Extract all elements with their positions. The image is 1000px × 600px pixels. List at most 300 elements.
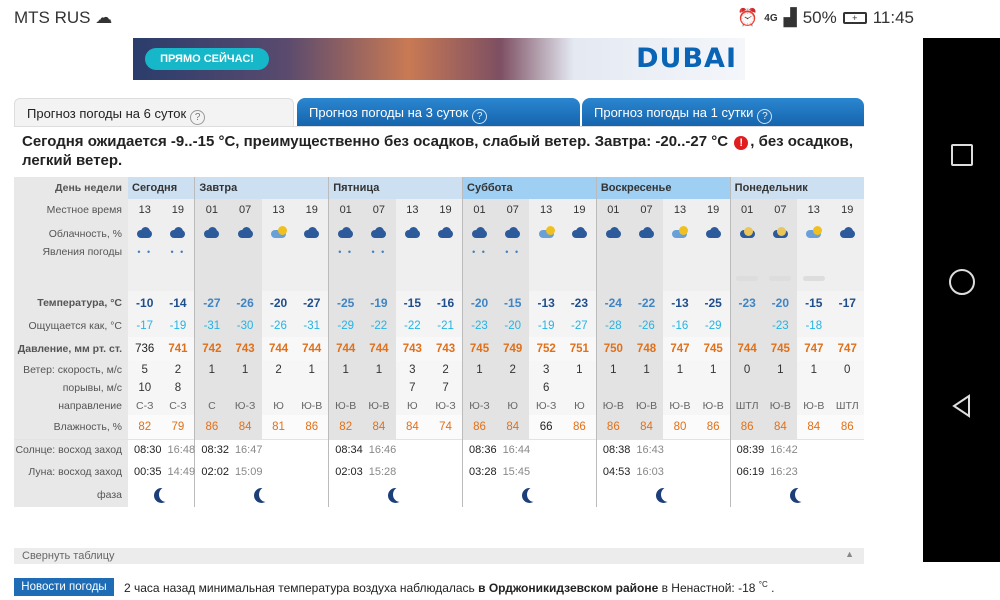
moon-cell: 04:53 16:03 [596,461,730,483]
wind-gust-cell: 8 [161,379,194,397]
wind-speed-cell: 1 [195,361,228,379]
wind-gust-cell [764,379,797,397]
humidity-cell: 86 [697,415,730,439]
pressure-cell: 751 [563,337,596,361]
sun-cell: 08:39 16:42 [730,439,864,461]
sun-cell: 08:30 16:48 [128,439,195,461]
phenomena-cell [529,246,562,291]
feels-like-cell: -19 [161,315,194,337]
cloudiness-cell [463,221,496,246]
temperature-cell: -24 [596,291,629,315]
time-cell: 07 [630,199,663,221]
snow-icon: • • [472,247,487,257]
wind-gust-cell [329,379,362,397]
label-moon: Луна: восход заход [14,461,128,483]
feels-like-cell: -26 [630,315,663,337]
sun-cell: 08:38 16:43 [596,439,730,461]
time-cell: 07 [764,199,797,221]
cloudiness-cell [362,221,395,246]
wind-direction-cell: Ю-В [697,397,730,415]
cloud-icon [369,226,388,239]
pressure-cell: 745 [697,337,730,361]
snow-icon: • • [137,247,153,257]
wind-direction-cell: ШТЛ [730,397,763,415]
wind-speed-cell: 3 [396,361,429,379]
label-phase: фаза [14,483,128,507]
haze-icon [736,276,758,281]
pressure-cell: 745 [463,337,496,361]
moon-phase-cell [730,483,864,507]
wind-direction-cell: Ю-В [329,397,362,415]
forecast-summary: Сегодня ожидается -9..-15 °C, преимущественно без осадков, слабый ветер. Завтра: -20..-27 °C ! , без осадков, легкий ветер. [14,126,864,174]
temperature-cell: -27 [195,291,228,315]
cloud-icon [704,226,723,239]
wind-speed-cell: 1 [463,361,496,379]
cloudiness-cell [596,221,629,246]
label-feel: Ощущается как, °C [14,315,128,337]
feels-like-cell: -29 [697,315,730,337]
wind-direction-cell: Ю-В [663,397,696,415]
pressure-cell: 744 [329,337,362,361]
status-bar [0,0,1000,38]
time-cell: 13 [262,199,295,221]
pressure-cell: 744 [295,337,328,361]
wind-direction-cell: Ю-В [295,397,328,415]
wind-speed-cell: 0 [831,361,864,379]
cloudiness-cell [429,221,462,246]
phenomena-cell [563,246,596,291]
wind-gust-cell [697,379,730,397]
temperature-cell: -25 [697,291,730,315]
cloud-icon [804,226,823,239]
time-cell: 13 [663,199,696,221]
phenomena-cell [831,246,864,291]
wind-gust-cell [362,379,395,397]
pressure-cell: 747 [663,337,696,361]
phenomena-cell [463,246,496,291]
temperature-cell: -13 [529,291,562,315]
wind-direction-cell: Ю [563,397,596,415]
wind-direction-cell: Ю-В [797,397,830,415]
home-icon[interactable] [949,269,975,295]
wind-direction-cell: С-З [161,397,194,415]
wind-speed-cell: 1 [797,361,830,379]
forecast-tabs [14,98,864,126]
label-cloud: Облачность, % [14,221,128,246]
feels-like-cell: -16 [663,315,696,337]
wind-gust-cell [831,379,864,397]
humidity-cell: 84 [496,415,529,439]
feels-like-cell: -17 [128,315,161,337]
phenomena-cell [228,246,261,291]
alarm-icon: ⏰ [737,8,759,27]
humidity-cell: 82 [128,415,161,439]
wind-gust-cell [295,379,328,397]
phenomena-cell [764,246,797,291]
humidity-cell: 84 [797,415,830,439]
wind-gust-cell [195,379,228,397]
cloudiness-cell [764,221,797,246]
cloud-icon [503,226,522,239]
back-icon[interactable] [949,393,975,419]
pressure-cell: 742 [195,337,228,361]
moon-cell: 02:02 15:09 [195,461,329,483]
phenomena-cell [429,246,462,291]
cloudiness-cell [797,221,830,246]
day-header[interactable]: Воскресенье [596,177,730,199]
pressure-cell: 744 [730,337,763,361]
wind-direction-cell: Ю-З [228,397,261,415]
banner-logo: DUBAI [636,43,737,74]
temperature-cell: -14 [161,291,194,315]
cloud-icon [269,226,288,239]
wind-direction-cell: С-З [128,397,161,415]
time-cell: 07 [362,199,395,221]
moon-phase-cell [463,483,597,507]
cloudiness-cell [496,221,529,246]
wind-speed-cell: 1 [663,361,696,379]
pressure-cell: 744 [262,337,295,361]
phenomena-cell [630,246,663,291]
feels-like-cell: -22 [396,315,429,337]
moon-cell: 06:19 16:23 [730,461,864,483]
temperature-cell: -27 [295,291,328,315]
cloud-icon [236,226,255,239]
tab-3-days[interactable]: Прогноз погоды на 3 суток ? [297,98,580,126]
humidity-cell: 86 [596,415,629,439]
clock: 11:45 [872,8,914,27]
recent-apps-icon[interactable] [951,144,973,166]
wind-speed-cell: 1 [228,361,261,379]
wind-gust-cell [596,379,629,397]
news-tag-button[interactable]: Новости погоды [14,578,114,596]
pressure-cell: 747 [797,337,830,361]
feels-like-cell: -21 [429,315,462,337]
wind-gust-cell [797,379,830,397]
feels-like-cell: -26 [262,315,295,337]
moon-phase-icon [154,488,169,503]
label-day: День недели [14,177,128,199]
label-wind: Ветер: скорость, м/с [14,361,128,379]
wind-speed-cell: 1 [596,361,629,379]
humidity-cell: 86 [563,415,596,439]
cloud-icon [537,226,556,239]
cloudiness-cell [563,221,596,246]
cloudiness-cell [730,221,763,246]
wind-gust-cell: 7 [429,379,462,397]
cloud-icon: ☁ [95,8,113,27]
feels-like-cell: -20 [496,315,529,337]
news-bar [14,578,864,600]
feels-like-cell: -29 [329,315,362,337]
humidity-cell: 86 [295,415,328,439]
cloud-icon [302,226,321,239]
feels-like-cell: -23 [463,315,496,337]
humidity-cell: 84 [764,415,797,439]
humidity-cell: 66 [529,415,562,439]
temperature-cell: -25 [329,291,362,315]
time-cell: 19 [161,199,194,221]
feels-like-cell: -19 [529,315,562,337]
wind-speed-cell: 1 [630,361,663,379]
wind-direction-cell: Ю-В [596,397,629,415]
collapse-table-button[interactable]: Свернуть таблицу ▲ [14,548,864,564]
humidity-cell: 80 [663,415,696,439]
moon-cell: 00:35 14:49 [128,461,195,483]
humidity-cell: 79 [161,415,194,439]
help-icon[interactable]: ? [190,110,205,125]
humidity-cell: 84 [630,415,663,439]
feels-like-cell: -22 [362,315,395,337]
time-cell: 01 [329,199,362,221]
warning-icon[interactable]: ! [734,136,748,150]
phenomena-cell [362,246,395,291]
cloud-icon [771,226,790,239]
wind-direction-cell: Ю [262,397,295,415]
feels-like-cell: -18 [797,315,830,337]
moon-phase-cell [329,483,463,507]
moon-phase-icon [656,488,671,503]
battery-icon: + [843,12,867,24]
day-header[interactable]: Пятница [329,177,463,199]
time-cell: 13 [396,199,429,221]
wind-speed-cell: 1 [329,361,362,379]
label-time: Местное время [14,199,128,221]
pressure-cell: 750 [596,337,629,361]
time-cell: 07 [496,199,529,221]
day-header[interactable]: Завтра [195,177,329,199]
temperature-cell: -13 [663,291,696,315]
pressure-cell: 745 [764,337,797,361]
cloud-icon [570,226,589,239]
snow-icon: • • [505,247,521,257]
tab-6-days[interactable]: Прогноз погоды на 6 суток ? [14,98,294,126]
signal-icon: ▟ [783,8,797,27]
wind-direction-cell: Ю-В [764,397,797,415]
wind-direction-cell: С [195,397,228,415]
battery-percent: 50% [802,8,837,27]
wind-speed-cell: 2 [161,361,194,379]
temperature-cell: -10 [128,291,161,315]
feels-like-cell: -27 [563,315,596,337]
temperature-cell: -15 [496,291,529,315]
moon-phase-cell [596,483,730,507]
feels-like-cell [831,315,864,337]
cloudiness-cell [697,221,730,246]
haze-icon [803,276,825,281]
wind-gust-cell: 7 [396,379,429,397]
phenomena-cell [496,246,529,291]
temperature-cell: -17 [831,291,864,315]
humidity-cell: 84 [396,415,429,439]
phenomena-cell [697,246,730,291]
cloud-icon [403,226,422,239]
label-sun: Солнце: восход заход [14,439,128,461]
time-cell: 01 [596,199,629,221]
phenomena-cell [596,246,629,291]
cloud-icon [436,226,455,239]
sun-cell: 08:34 16:46 [329,439,463,461]
temperature-cell: -23 [563,291,596,315]
wind-gust-cell [496,379,529,397]
cloudiness-cell [161,221,194,246]
day-header[interactable]: Суббота [463,177,597,199]
wind-speed-cell: 3 [529,361,562,379]
time-cell: 01 [730,199,763,221]
feels-like-cell: -30 [228,315,261,337]
pressure-cell: 743 [429,337,462,361]
wind-speed-cell: 5 [128,361,161,379]
banner-cta-button[interactable]: ПРЯМО СЕЙЧАС! [145,48,269,70]
phenomena-cell [128,246,161,291]
temperature-cell: -15 [396,291,429,315]
feels-like-cell: -28 [596,315,629,337]
wind-gust-cell [463,379,496,397]
cloud-icon [470,226,489,239]
wind-gust-cell: 6 [529,379,562,397]
phenomena-cell [797,246,830,291]
wind-speed-cell: 2 [262,361,295,379]
day-header[interactable]: Сегодня [128,177,195,199]
wind-direction-cell: Ю-З [429,397,462,415]
phenomena-cell [663,246,696,291]
wind-gust-cell [262,379,295,397]
time-cell: 19 [697,199,730,221]
humidity-cell: 81 [262,415,295,439]
weather-table [14,177,864,507]
cloud-icon [670,226,689,239]
moon-phase-cell [195,483,329,507]
wind-speed-cell: 2 [429,361,462,379]
pressure-cell: 748 [630,337,663,361]
feels-like-cell: -31 [195,315,228,337]
cloudiness-cell [831,221,864,246]
cloudiness-cell [195,221,228,246]
pressure-cell: 743 [228,337,261,361]
carrier-label: MTS RUS ☁ [14,8,113,27]
label-phen: Явления погоды [14,246,128,291]
humidity-cell: 82 [329,415,362,439]
cloud-icon [168,226,187,239]
day-header[interactable]: Понедельник [730,177,864,199]
wind-direction-cell: ШТЛ [831,397,864,415]
wind-gust-cell [730,379,763,397]
cloudiness-cell [529,221,562,246]
temperature-cell: -20 [463,291,496,315]
phenomena-cell [295,246,328,291]
moon-phase-icon [790,488,805,503]
humidity-cell: 86 [730,415,763,439]
wind-direction-cell: Ю-З [463,397,496,415]
label-temp: Температура, °C [14,291,128,315]
cloud-icon [637,226,656,239]
time-cell: 13 [128,199,161,221]
cloudiness-cell [329,221,362,246]
help-icon[interactable]: ? [472,109,487,124]
time-cell: 07 [228,199,261,221]
wind-speed-cell: 1 [764,361,797,379]
cloud-icon [838,226,857,239]
cloudiness-cell [295,221,328,246]
wind-gust-cell [228,379,261,397]
time-cell: 13 [797,199,830,221]
temperature-cell: -15 [797,291,830,315]
ad-banner[interactable] [133,38,745,80]
wind-gust-cell [563,379,596,397]
moon-phase-cell [128,483,195,507]
humidity-cell: 84 [228,415,261,439]
time-cell: 01 [463,199,496,221]
help-icon[interactable]: ? [757,109,772,124]
android-nav-bar [923,38,1000,562]
time-cell: 19 [295,199,328,221]
wind-direction-cell: Ю-В [362,397,395,415]
feels-like-cell: -23 [764,315,797,337]
time-cell: 19 [429,199,462,221]
phenomena-cell [195,246,228,291]
pressure-cell: 749 [496,337,529,361]
cloudiness-cell [396,221,429,246]
label-hum: Влажность, % [14,415,128,439]
phenomena-cell [730,246,763,291]
temperature-cell: -20 [262,291,295,315]
haze-icon [769,276,791,281]
phenomena-cell [262,246,295,291]
pressure-cell: 752 [529,337,562,361]
moon-cell: 03:28 15:45 [463,461,597,483]
pressure-cell: 744 [362,337,395,361]
tab-1-day[interactable]: Прогноз погоды на 1 сутки ? [582,98,864,126]
time-cell: 19 [831,199,864,221]
wind-direction-cell: Ю-В [630,397,663,415]
pressure-cell: 741 [161,337,194,361]
humidity-cell: 86 [195,415,228,439]
news-text: 2 часа назад минимальная температура воздуха наблюдалась в Орджоникидзевском районе в Ненастной: -18 $^{^\circ C}$ . [124,580,775,595]
cloud-icon [738,226,757,239]
humidity-cell: 86 [463,415,496,439]
moon-phase-icon [522,488,537,503]
wind-gust-cell [663,379,696,397]
snow-icon: • • [338,247,354,257]
feels-like-cell: -31 [295,315,328,337]
wind-direction-cell: Ю [496,397,529,415]
network-label: 4G [764,12,778,24]
humidity-cell: 86 [831,415,864,439]
time-cell: 13 [529,199,562,221]
cloudiness-cell [630,221,663,246]
wind-direction-cell: Ю-З [529,397,562,415]
status-right [737,8,914,28]
wind-direction-cell: Ю [396,397,429,415]
page-content [0,38,923,595]
feels-like-cell [730,315,763,337]
moon-cell: 02:03 15:28 [329,461,463,483]
temperature-cell: -23 [730,291,763,315]
cloudiness-cell [128,221,161,246]
wind-gust-cell: 10 [128,379,161,397]
sun-cell: 08:32 16:47 [195,439,329,461]
cloudiness-cell [663,221,696,246]
label-press: Давление, мм рт. ст. [14,337,128,361]
phenomena-cell [161,246,194,291]
temperature-cell: -19 [362,291,395,315]
pressure-cell: 736 [128,337,161,361]
phenomena-cell [329,246,362,291]
temperature-cell: -20 [764,291,797,315]
cloud-icon [135,226,154,239]
temperature-cell: -22 [630,291,663,315]
label-dir: направление [14,397,128,415]
